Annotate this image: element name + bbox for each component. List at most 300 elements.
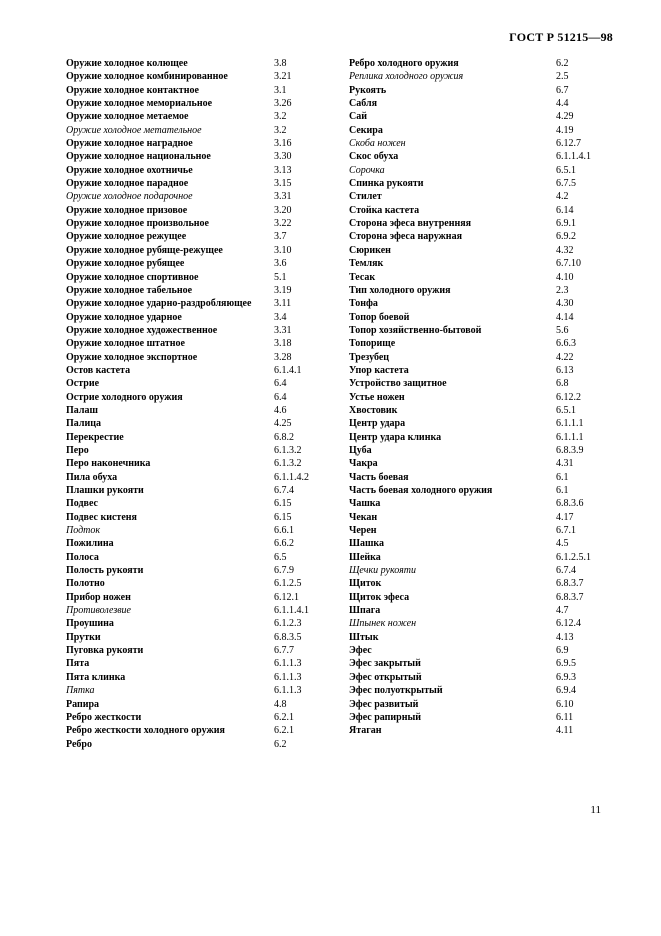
index-term: Часть боевая (349, 471, 409, 483)
index-reference: 3.11 (274, 298, 292, 310)
index-reference: 6.4 (274, 391, 287, 403)
index-reference: 5.1 (274, 271, 287, 283)
index-reference: 4.17 (556, 511, 574, 523)
index-entry (66, 324, 334, 337)
index-reference: 6.15 (274, 498, 292, 510)
index-entry (349, 657, 609, 670)
index-entry (66, 591, 334, 604)
index-term: Эфес развитый (349, 698, 419, 710)
index-entry (349, 604, 609, 617)
index-entry (66, 204, 334, 217)
index-entry (349, 364, 609, 377)
index-entry (66, 150, 334, 163)
index-reference: 6.1.1.1 (556, 418, 584, 430)
index-term: Щиток эфеса (349, 591, 410, 603)
index-entry (349, 417, 609, 430)
index-reference: 3.10 (274, 244, 292, 256)
index-entry (349, 471, 609, 484)
index-entry (66, 698, 334, 711)
index-term: Оружие холодное подарочное (66, 191, 193, 203)
index-reference: 3.22 (274, 218, 292, 230)
index-entry (66, 577, 334, 590)
index-term: Оружие холодное ударное (66, 311, 182, 323)
index-entry (349, 404, 609, 417)
index-term: Топор боевой (349, 311, 410, 323)
index-term: Стилет (349, 191, 382, 203)
index-reference: 6.12.4 (556, 618, 581, 630)
index-entry (66, 564, 334, 577)
index-reference: 3.28 (274, 351, 292, 363)
index-term: Оружие холодное комбинированное (66, 71, 228, 83)
index-entry (349, 698, 609, 711)
index-entry (349, 57, 609, 70)
index-reference: 4.8 (274, 698, 287, 710)
index-reference: 6.2.1 (274, 711, 294, 723)
index-term: Противолезвие (66, 605, 131, 617)
index-term: Оружие холодное табельное (66, 284, 193, 296)
index-entry (349, 204, 609, 217)
index-entry (66, 724, 334, 737)
index-entry (349, 564, 609, 577)
index-reference: 6.8.3.6 (556, 498, 584, 510)
index-entry (66, 604, 334, 617)
index-reference: 3.26 (274, 98, 292, 110)
index-term: Центр удара (349, 418, 406, 430)
index-term: Часть боевая холодного оружия (349, 485, 493, 496)
index-entry (66, 497, 334, 510)
index-entry (349, 150, 609, 163)
index-reference: 6.8.3.5 (274, 631, 302, 643)
index-term: Оружие холодное призовое (66, 204, 188, 216)
index-reference: 3.20 (274, 204, 292, 216)
index-reference: 3.30 (274, 151, 292, 163)
index-term: Оружие холодное экспортное (66, 351, 198, 363)
index-reference: 3.19 (274, 284, 292, 296)
index-term: Оружие холодное художественное (66, 324, 218, 336)
index-reference: 6.1.2.5.1 (556, 551, 591, 563)
index-reference: 6.11 (556, 711, 574, 723)
index-reference: 6.5.1 (556, 404, 576, 416)
index-term: Пожилина (66, 538, 114, 550)
index-term: Секира (349, 124, 383, 136)
index-term: Оружие холодное режущее (66, 231, 187, 243)
index-entry (349, 271, 609, 284)
index-reference: 3.2 (274, 111, 287, 123)
index-reference: 6.7.4 (556, 565, 576, 577)
index-reference: 3.31 (274, 191, 292, 203)
index-term: Подвес (66, 498, 98, 510)
index-entry (66, 617, 334, 630)
index-entry (66, 657, 334, 670)
index-term: Сорочка (349, 164, 385, 176)
index-reference: 6.1.1.3 (274, 671, 302, 683)
index-entry (66, 391, 334, 404)
index-reference: 6.1 (556, 485, 569, 496)
index-entry (66, 244, 334, 257)
index-entry (349, 297, 609, 310)
index-entry (66, 457, 334, 470)
index-reference: 4.19 (556, 124, 574, 136)
index-term: Оружие холодное произвольное (66, 218, 209, 230)
index-term: Стойка кастета (349, 204, 420, 216)
index-entry (66, 644, 334, 657)
index-reference: 6.5.1 (556, 164, 576, 176)
index-reference: 6.7.7 (274, 645, 294, 657)
index-term: Скоба ножен (349, 138, 406, 150)
index-reference: 6.1 (556, 471, 569, 483)
index-reference: 6.8 (556, 378, 569, 390)
index-entry (66, 684, 334, 697)
index-term: Шейка (349, 551, 381, 563)
index-entry (66, 137, 334, 150)
index-reference: 6.12.7 (556, 138, 581, 150)
index-entry (349, 684, 609, 697)
index-entry (66, 524, 334, 537)
index-term: Проушина (66, 618, 114, 630)
index-term: Тесак (349, 271, 376, 283)
index-term: Прутки (66, 631, 101, 643)
index-reference: 6.8.3.7 (556, 578, 584, 590)
index-term: Оружие холодное наградное (66, 138, 193, 150)
index-entry (66, 124, 334, 137)
index-reference: 4.11 (556, 725, 574, 737)
index-entry (66, 110, 334, 123)
index-reference: 6.1.1.3 (274, 658, 302, 670)
index-term: Чашка (349, 498, 381, 510)
index-term: Оружие холодное контактное (66, 84, 199, 96)
index-term: Щечки рукояти (349, 565, 417, 577)
index-column-right (349, 57, 609, 738)
index-entry (349, 671, 609, 684)
index-entry (349, 217, 609, 230)
index-term: Сабля (349, 98, 377, 110)
index-term: Оружие холодное метательное (66, 124, 202, 136)
index-reference: 6.7 (556, 84, 569, 96)
index-reference: 4.31 (556, 458, 574, 470)
index-term: Перекрестие (66, 431, 124, 443)
index-entry (349, 617, 609, 630)
index-entry (66, 404, 334, 417)
index-entry (349, 551, 609, 564)
index-reference: 5.6 (556, 324, 569, 336)
index-term: Оружие холодное парадное (66, 178, 189, 190)
index-reference: 4.4 (556, 98, 569, 110)
index-term: Центр удара клинка (349, 431, 442, 443)
index-entry (349, 137, 609, 150)
index-term: Топорище (349, 338, 396, 350)
index-reference: 3.6 (274, 258, 287, 270)
index-entry (349, 511, 609, 524)
index-reference: 6.1.3.2 (274, 444, 302, 456)
index-term: Оружие холодное рубяще-режущее (66, 244, 223, 256)
index-reference: 6.12.1 (274, 591, 299, 603)
index-entry (349, 444, 609, 457)
index-entry (66, 271, 334, 284)
document-header: ГОСТ Р 51215—98 (509, 30, 613, 44)
index-term: Пуговка рукояти (66, 645, 144, 657)
index-column-left (66, 57, 334, 751)
index-term: Подток (66, 525, 101, 537)
index-reference: 6.1.2.5 (274, 578, 302, 590)
index-entry (66, 711, 334, 724)
index-entry (66, 230, 334, 243)
index-reference: 6.4 (274, 378, 287, 390)
index-term: Черен (349, 525, 377, 537)
index-entry (66, 671, 334, 684)
index-entry (66, 164, 334, 177)
index-reference: 6.15 (274, 511, 292, 523)
index-reference: 6.9.2 (556, 231, 576, 243)
index-term: Оружие холодное спортивное (66, 271, 199, 283)
index-entry (66, 377, 334, 390)
index-reference: 4.29 (556, 111, 574, 123)
index-term: Упор кастета (349, 364, 409, 376)
index-term: Перо (66, 444, 89, 456)
index-reference: 6.10 (556, 698, 574, 710)
index-reference: 6.7.4 (274, 485, 294, 496)
index-term: Оружие холодное колющее (66, 58, 188, 69)
index-entry (66, 364, 334, 377)
index-entry (66, 97, 334, 110)
index-entry (349, 257, 609, 270)
index-reference: 4.10 (556, 271, 574, 283)
index-reference: 3.16 (274, 138, 292, 150)
index-entry (349, 631, 609, 644)
index-reference: 6.1.4.1 (274, 364, 302, 376)
index-term: Эфес полуоткрытый (349, 685, 443, 697)
index-reference: 3.8 (274, 58, 287, 69)
index-term: Чакра (349, 458, 378, 470)
index-term: Чекан (349, 511, 378, 523)
index-entry (66, 217, 334, 230)
index-entry (349, 484, 609, 497)
index-term: Прибор ножен (66, 591, 131, 603)
index-reference: 2.5 (556, 71, 569, 83)
index-reference: 3.15 (274, 178, 292, 190)
index-entry (349, 124, 609, 137)
index-entry (349, 577, 609, 590)
index-reference: 4.13 (556, 631, 574, 643)
index-term: Эфес закрытый (349, 658, 421, 670)
index-entry (66, 70, 334, 83)
index-term: Скос обуха (349, 151, 399, 163)
index-entry (349, 537, 609, 550)
index-reference: 3.13 (274, 164, 292, 176)
index-term: Шпага (349, 605, 381, 617)
index-reference: 6.7.5 (556, 178, 576, 190)
index-entry (66, 297, 334, 310)
index-reference: 4.22 (556, 351, 574, 363)
index-reference: 6.1.1.3 (274, 685, 302, 697)
index-term: Оружие холодное национальное (66, 151, 211, 163)
index-term: Сай (349, 111, 367, 123)
index-term: Оружие холодное метаемое (66, 111, 189, 123)
index-reference: 4.6 (274, 404, 287, 416)
index-entry (349, 70, 609, 83)
index-reference: 6.1.3.2 (274, 458, 302, 470)
index-term: Топор хозяйственно-бытовой (349, 324, 482, 336)
index-entry (349, 230, 609, 243)
index-reference: 6.13 (556, 364, 574, 376)
index-term: Пята клинка (66, 671, 126, 683)
index-term: Ятаган (349, 725, 382, 737)
index-term: Пятка (66, 685, 95, 697)
index-entry (349, 97, 609, 110)
index-reference: 6.8.3.9 (556, 444, 584, 456)
index-entry (66, 484, 334, 497)
index-entry (349, 190, 609, 203)
index-term: Эфес открытый (349, 671, 422, 683)
index-term: Шашка (349, 538, 385, 550)
index-reference: 6.12.2 (556, 391, 581, 403)
index-term: Оружие холодное рубящее (66, 258, 185, 270)
index-term: Полотно (66, 578, 105, 590)
index-reference: 4.30 (556, 298, 574, 310)
index-entry (349, 391, 609, 404)
index-reference: 6.2 (556, 58, 569, 69)
index-entry (349, 457, 609, 470)
index-entry (66, 311, 334, 324)
index-reference: 4.2 (556, 191, 569, 203)
index-entry (66, 84, 334, 97)
index-term: Острие холодного оружия (66, 391, 183, 403)
index-term: Ребро жесткости (66, 711, 142, 723)
index-entry (349, 591, 609, 604)
index-reference: 6.8.3.7 (556, 591, 584, 603)
index-reference: 3.4 (274, 311, 287, 323)
index-term: Трезубец (349, 351, 390, 363)
index-term: Реплика холодного оружия (349, 71, 464, 83)
index-term: Пята (66, 658, 90, 670)
index-reference: 6.2 (274, 738, 287, 750)
index-entry (349, 311, 609, 324)
index-reference: 6.1.1.1 (556, 431, 584, 443)
index-term: Рапира (66, 698, 100, 710)
index-term: Сторона эфеса наружная (349, 231, 462, 243)
index-term: Штык (349, 631, 379, 643)
index-term: Тонфа (349, 298, 378, 310)
index-term: Оружие холодное мемориальное (66, 98, 213, 110)
index-reference: 6.6.3 (556, 338, 576, 350)
index-entry (66, 631, 334, 644)
index-term: Тип холодного оружия (349, 284, 451, 296)
index-term: Перо наконечника (66, 458, 151, 470)
index-reference: 4.7 (556, 605, 569, 617)
index-term: Рукоять (349, 84, 387, 96)
index-term: Оружие холодное охотничье (66, 164, 193, 176)
index-reference: 6.6.1 (274, 525, 294, 537)
index-entry (66, 284, 334, 297)
index-entry (66, 537, 334, 550)
index-entry (66, 417, 334, 430)
index-term: Палица (66, 418, 101, 430)
index-entry (66, 257, 334, 270)
index-reference: 4.25 (274, 418, 292, 430)
index-entry (66, 337, 334, 350)
index-entry (349, 164, 609, 177)
index-term: Оружие холодное штатное (66, 338, 185, 350)
index-entry (349, 284, 609, 297)
index-reference: 3.7 (274, 231, 287, 243)
index-term: Цуба (349, 444, 372, 456)
index-entry (66, 551, 334, 564)
index-term: Острие (66, 378, 100, 390)
index-term: Ребро (66, 738, 92, 750)
index-reference: 6.9.1 (556, 218, 576, 230)
index-entry (349, 497, 609, 510)
index-reference: 6.7.10 (556, 258, 581, 270)
index-term: Палаш (66, 404, 98, 416)
index-reference: 6.1.1.4.2 (274, 471, 309, 483)
index-entry (66, 471, 334, 484)
index-term: Оружие холодное ударно-раздробляющее (66, 298, 252, 310)
index-term: Плашки рукояти (66, 485, 144, 496)
index-entry (66, 57, 334, 70)
index-reference: 3.18 (274, 338, 292, 350)
index-reference: 6.6.2 (274, 538, 294, 550)
index-entry (66, 190, 334, 203)
index-reference: 6.2.1 (274, 725, 294, 737)
index-term: Щиток (349, 578, 382, 590)
index-reference: 6.9.4 (556, 685, 576, 697)
index-entry (349, 324, 609, 337)
index-term: Эфес рапирный (349, 711, 422, 723)
index-term: Ребро холодного оружия (349, 58, 459, 69)
page-number: 11 (590, 804, 601, 816)
index-reference: 6.5 (274, 551, 287, 563)
index-entry (349, 84, 609, 97)
index-term: Пила обуха (66, 471, 118, 483)
index-reference: 3.2 (274, 124, 287, 136)
index-term: Остов кастета (66, 364, 131, 376)
index-entry (349, 244, 609, 257)
index-reference: 2.3 (556, 284, 569, 296)
index-reference: 6.8.2 (274, 431, 294, 443)
index-term: Спинка рукояти (349, 178, 424, 190)
index-reference: 4.32 (556, 244, 574, 256)
index-reference: 6.1.1.4.1 (274, 605, 309, 617)
index-term: Устье ножен (349, 391, 405, 403)
index-entry (349, 377, 609, 390)
index-term: Хвостовик (349, 404, 398, 416)
index-reference: 4.14 (556, 311, 574, 323)
index-entry (66, 444, 334, 457)
index-entry (349, 110, 609, 123)
index-term: Шпынек ножен (349, 618, 417, 630)
index-reference: 6.9 (556, 645, 569, 657)
index-term: Ребро жесткости холодного оружия (66, 725, 225, 737)
index-term: Полоса (66, 551, 99, 563)
index-reference: 6.9.3 (556, 671, 576, 683)
index-entry (349, 351, 609, 364)
index-term: Темляк (349, 258, 384, 270)
index-entry (66, 511, 334, 524)
index-reference: 6.7.9 (274, 565, 294, 577)
index-reference: 3.31 (274, 324, 292, 336)
index-entry (349, 431, 609, 444)
index-reference: 6.1.2.3 (274, 618, 302, 630)
index-reference: 4.5 (556, 538, 569, 550)
index-term: Эфес (349, 645, 372, 657)
index-reference: 6.9.5 (556, 658, 576, 670)
index-reference: 6.7.1 (556, 525, 576, 537)
index-entry (66, 177, 334, 190)
index-entry (349, 337, 609, 350)
index-reference: 6.14 (556, 204, 574, 216)
index-entry (349, 711, 609, 724)
index-term: Сюрикен (349, 244, 391, 256)
index-term: Сторона эфеса внутренняя (349, 218, 472, 230)
